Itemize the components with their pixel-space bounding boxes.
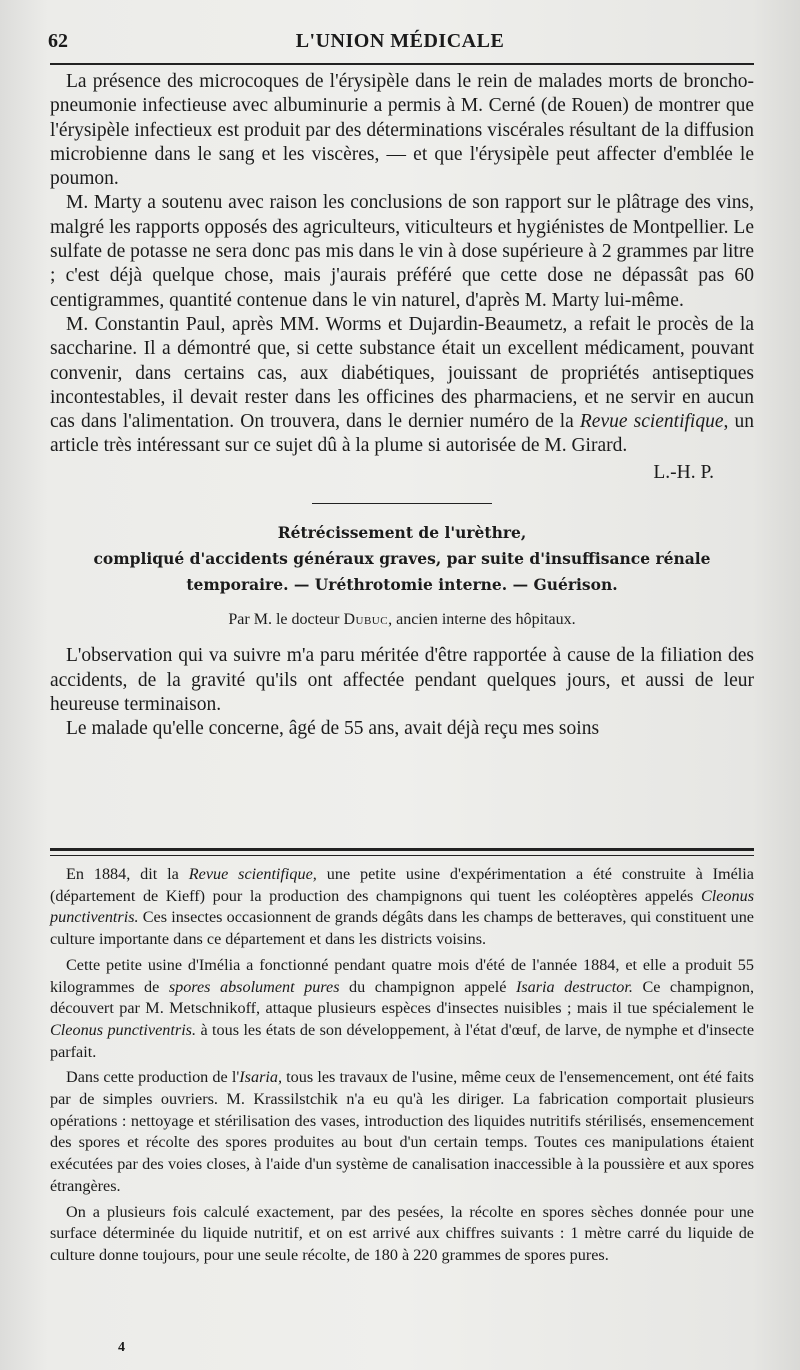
page-header [48,30,752,60]
article-title-line-2: compliqué d'accidents généraux graves, par suite d'insuffisance rénale [93,549,711,569]
running-title: L'UNION MÉDICALE [295,30,505,52]
feuilleton-paragraph-3: Dans cette production de l'Isaria, tous les travaux de l'usine, même ceux de l'ensemencement, ont été faits par de simples ouvriers. M. Krassilstchik n'a eu qu'à les diriger. La fabrication comportait plusieurs opérations : nettoyage et stérilisation des vases, introduction des liquides nutritifs stérilisés, ensemencement des spores et récolte des spores produites au bout d'un certain temps. Toutes ces manipulations étaient exécutées par des voies closes, à l'aide d'un système de canalisation inaccessible à la poussière et aux spores étrangères. [50,1068,754,1195]
main-text [50,70,754,742]
section-divider [312,503,492,504]
feuilleton-rule [50,848,754,856]
paragraph-platrage: M. Marty a soutenu avec raison les conclusions de son rapport sur le plâtrage des vins, malgré les rapports opposés des agriculteurs, viticulteurs et hygiénistes de Montpellier. Le sulfate de potasse ne sera donc pas mis dans le vin à dose supérieure à 2 grammes par litre ; c'est déjà quelque chose, mais j'aurais préféré que cette dose ne dépassât pas 60 centigrammes, quantité contenue dans le vin naturel, d'après M. Marty lui-même. [50,192,754,311]
paragraph-saccharine: M. Constantin Paul, après MM. Worms et Dujardin-Beaumetz, a refait le procès de la saccharine. Il a démontré que, si cette substance était un excellent médicament, pouvant convenir, dans certains cas, aux diabétiques, jouissant de propriétés antiseptiques incontestables, il devait rester dans les officines des pharmaciens, et ne servir en aucun cas dans l'alimentation. On trouvera, dans le dernier numéro de la Revue scientifique, un article très intéressant sur ce sujet dû à la plume si autorisée de M. Girard. [50,313,754,457]
feuilleton-text [50,864,754,1271]
journal-title: Revue scientifique [579,411,724,433]
article-paragraph: L'observation qui va suivre m'a paru méritée d'être rapportée à cause de la filiation des accidents, de la gravité qu'ils ont affectée pendant quelques jours, et aussi de leur heureuse terminaison. [50,645,754,715]
author-name: Dubuc [343,611,389,629]
article-title-line-1: Rétrécissement de l'urèthre, [277,523,527,543]
signature-mark: 4 [118,1340,125,1355]
signature: L.-H. P. [653,461,714,483]
feuilleton-paragraph-2: Cette petite usine d'Imélia a fonctionné pendant quatre mois d'été de l'année 1884, et elle a produit 55 kilogrammes de spores absolument pures du champignon appelé Isaria destructor. Ce champignon, découvert par M. Metschnikoff, attaque plusieurs espèces d'insectes nuisibles ; mais il tue spécialement le Cleonus punctiventris. à tous les états de son développement, à l'état d'œuf, de larve, de nymphe et d'insecte parfait. [50,955,755,1061]
article-paragraph: Le malade qu'elle concerne, âgé de 55 ans, avait déjà reçu mes soins [66,718,600,740]
article-byline: Par M. le docteur Dubuc, ancien interne des hôpitaux. [228,611,576,629]
feuilleton-paragraph-1: En 1884, dit la Revue scientifique, une petite usine d'expérimentation a été construite à Imélia (département de Kieff) pour la production des champignons qui tuent les coléoptères appelés Cleonus punctiventris. Ces insectes occasionnent de grands dégâts dans les champs de betteraves, qui constituent une culture importante dans ce département et dans les districts voisins. [50,865,754,949]
article-title-line-3: temporaire. — Uréthrotomie interne. — Guérison. [186,575,618,595]
page-number: 62 [48,30,68,52]
paragraph-erysipele: La présence des microcoques de l'érysipèle dans le rein de malades morts de broncho-pneumonie infectieuse avec albuminurie a permis à M. Cerné (de Rouen) de montrer que l'érysipèle infectieux est produit par des déterminations viscérales résultant de la diffusion microbienne dans le sang et les viscères, — et que l'érysipèle peut affecter d'emblée le poumon. [50,71,754,190]
feuilleton-paragraph-4: On a plusieurs fois calculé exactement, par des pesées, la récolte en spores sèches donnée pour une surface déterminée du liquide nutritif, et on est arrivé aux chiffres suivants : 1 mètre carré du liquide de culture donne toujours, pour une seule récolte, de 180 à 220 grammes de spores pures. [50,1202,754,1264]
header-rule [50,63,754,65]
